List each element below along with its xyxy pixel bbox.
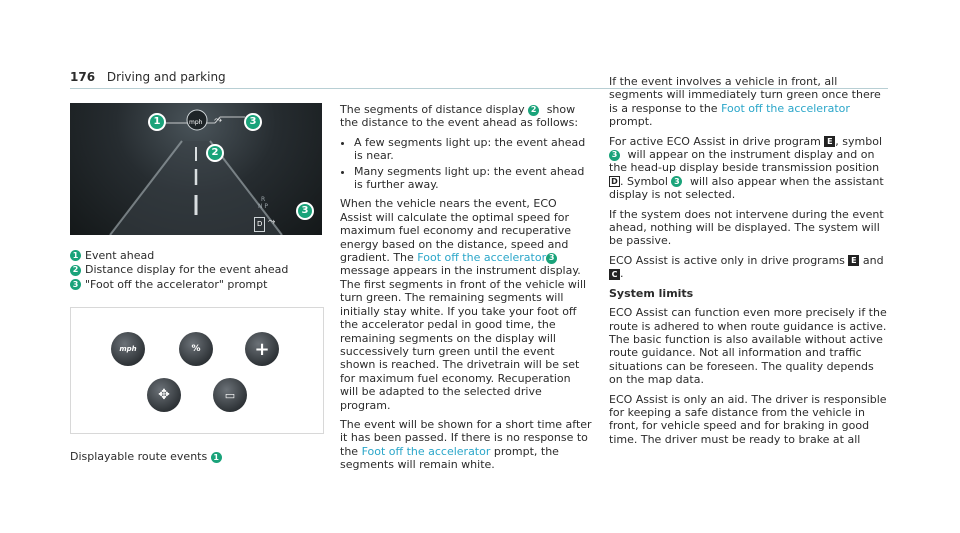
paragraph: The segments of distance display 2 show the distance to the event ahead as follows: <box>340 103 579 130</box>
paragraph: If the system does not intervene during the event ahead, nothing will be displayed. The system will be passive. <box>609 207 884 248</box>
list-item: • Many segments light up: the event ahead is further away. <box>354 165 592 192</box>
right-column <box>609 75 889 452</box>
paragraph: When the vehicle nears the event, ECO Assist will calculate the optimal speed for maximum fuel economy and recuperative energy based on the distance, speed and gradient. The Foot off the accelerator 3 message appears in the instrument display. The first segments in front of the vehicle will turn green. The remaining segments will initially stay white. If you take your foot off the accelerator pedal in good time, the remaining segments on the display will successively turn green until the event shown is reached. The drivetrain will be set for maximum fuel economy. Recuperation will be adapted to the selected drive program. <box>340 197 587 412</box>
foot-off-accelerator-icon-small: ⤳ <box>268 217 276 227</box>
drive-program-e-icon: E <box>824 136 835 147</box>
paragraph: If the event involves a vehicle in front, all segments will immediately turn green once there is a response to the Foot off the accelerator prompt. <box>609 75 881 129</box>
drive-program-c-icon: C <box>609 269 620 280</box>
intersection-icon: + <box>245 332 279 366</box>
mph-label: mph <box>189 119 203 126</box>
subheading: System limits <box>609 286 694 300</box>
paragraph: The event will be shown for a short time after it has been passed. If there is no response to the Foot off the accelerator prompt, the segments will remain white. <box>340 417 592 472</box>
gradient-icon: % <box>179 332 213 366</box>
legend-item: 2 Distance display for the event ahead <box>70 263 322 276</box>
roundabout-icon: ✥ <box>147 378 181 412</box>
paragraph: For active ECO Assist in drive program E , symbol 3 will appear on the instrument display and on the head-up display beside transmission position D . Symbol 3 will also appear when the assistant display is not selected. <box>609 134 884 202</box>
list-item: • A few segments light up: the event ahead is near. <box>354 136 592 163</box>
page-header <box>70 70 226 84</box>
left-column <box>70 103 322 464</box>
middle-column <box>340 103 592 478</box>
callout-1: 1 <box>148 113 166 131</box>
foot-off-accelerator-icon: ⤳ <box>214 115 222 126</box>
transmission-d-icon: D <box>609 176 620 187</box>
link-foot-off[interactable]: Foot off the accelerator <box>417 251 547 265</box>
link-foot-off[interactable]: Foot off the accelerator <box>361 444 491 458</box>
paragraph: ECO Assist is active only in drive programs E and C . <box>609 253 884 281</box>
figure-legend <box>70 249 322 291</box>
gear-indicator: R N P <box>258 196 269 210</box>
section-title: Driving and parking <box>106 70 226 84</box>
drive-program-e-icon: E <box>848 255 859 266</box>
callout-3-top: 3 <box>244 113 262 131</box>
legend-item: 3 "Foot off the accelerator" prompt <box>70 278 322 291</box>
paragraph: ECO Assist is only an aid. The driver is responsible for keeping a safe distance from the vehicle in front, for vehicle speed and for braking in good time. The driver must be ready to brake at all <box>609 392 887 446</box>
callout-3-bottom: 3 <box>296 202 314 220</box>
callout-2: 2 <box>206 144 224 162</box>
gear-d-badge: D <box>254 217 265 232</box>
route-events-figure <box>70 307 324 434</box>
page-number: 176 <box>70 70 96 84</box>
link-foot-off[interactable]: Foot off the accelerator <box>721 101 850 115</box>
vehicle-ahead-icon: ▭ <box>213 378 247 412</box>
bullet-list <box>340 136 592 192</box>
figure-caption: Displayable route events 1 <box>70 450 322 463</box>
legend-item: 1 Event ahead <box>70 249 322 262</box>
speed-limit-mph-icon: mph <box>111 332 145 366</box>
paragraph: ECO Assist can function even more precisely if the route is adhered to when route guidance is active. The basic function is also available without active route guidance. Not all information and traffic situations can be foreseen. The quality depends on the map data. <box>609 306 887 387</box>
instrument-display-figure <box>70 103 322 235</box>
